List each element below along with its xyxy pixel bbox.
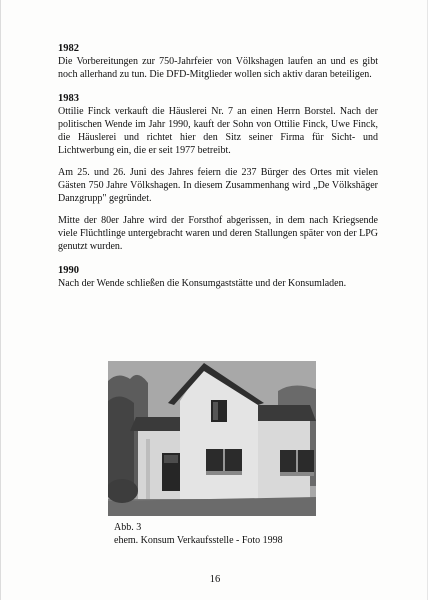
- year-heading-1982: 1982: [58, 43, 79, 54]
- paragraph-1983-c: Mitte der 80er Jahre wird der Forsthof abgerissen, in dem nach Kriegsende viele Flüchtlinge untergebracht waren und deren Stallungen später von der LPG genutzt wurden.: [58, 215, 378, 252]
- paragraph-1990: Nach der Wende schließen die Konsumgaststätte und der Konsumladen.: [58, 278, 347, 289]
- house-photo: [108, 361, 316, 516]
- paragraph-1983-a: Ottilie Finck verkauft die Häuslerei Nr. 7 an einen Herrn Borstel. Nach der politischen Wende im Jahr 1990, kauft der Sohn von Ottilie Finck, Uwe Finck, die Häuslerei und richtet hier den Sitz seiner Firma für Sicht- und Lichtwerbung ein, die er seit 1977 betreibt.: [58, 106, 378, 156]
- figure-caption: [114, 521, 283, 547]
- text-body: [58, 42, 378, 290]
- figure-label: Abb. 3: [114, 522, 142, 533]
- paragraph-1983-b: Am 25. und 26. Juni des Jahres feiern die 237 Bürger des Ortes mit vielen Gästen 750 Jahre Völkshagen. In diesem Zusammenhang wird „De Völkshäger Danzgrupp" gegründet.: [58, 167, 378, 204]
- year-heading-1983: 1983: [58, 93, 79, 104]
- figure-caption-text: ehem. Konsum Verkaufsstelle - Foto 1998: [114, 535, 283, 546]
- page-number: 16: [209, 574, 221, 585]
- year-heading-1990: 1990: [58, 265, 79, 276]
- paragraph-1982: Die Vorbereitungen zur 750-Jahrfeier von Völkshagen laufen an und es gibt noch allerhand zu tun. Die DFD-Mitglieder wollen sich aktiv daran beteiligen.: [58, 56, 378, 80]
